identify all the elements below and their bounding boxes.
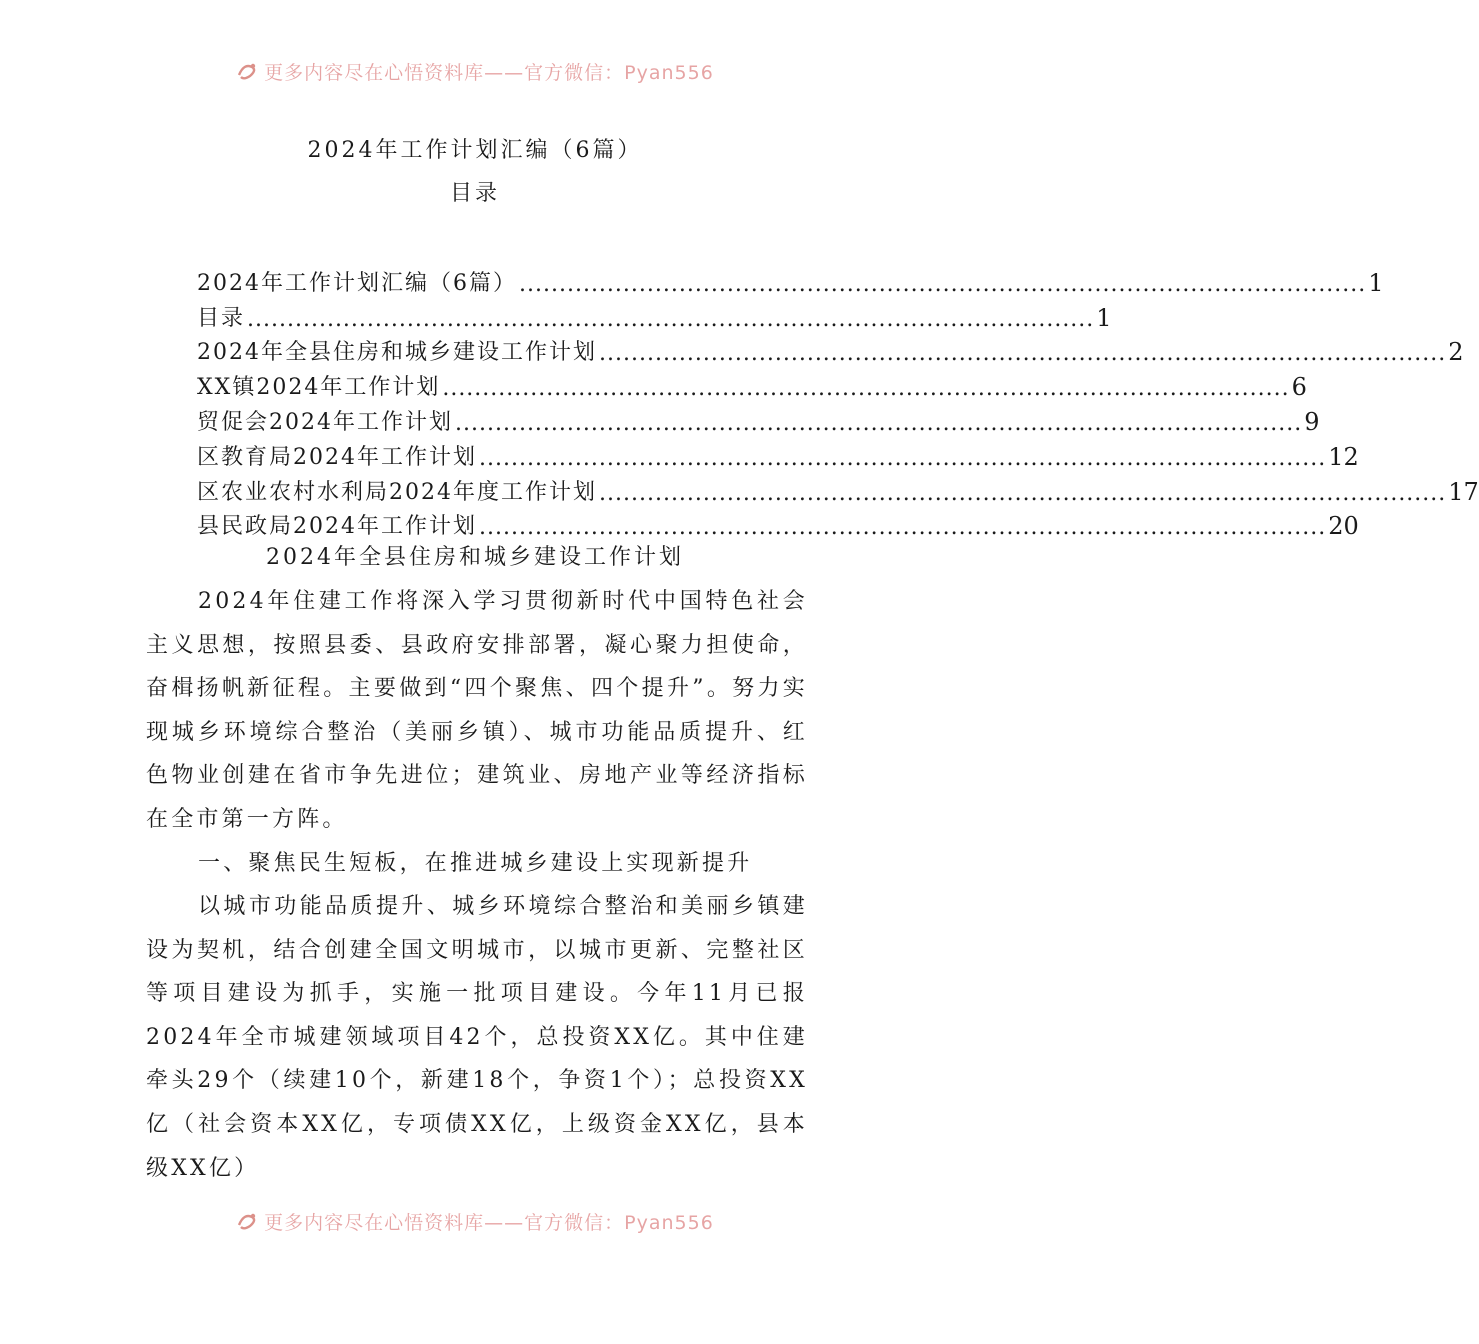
toc-leader: .......................................................................................................... [455,410,1303,436]
toc-entry[interactable] [197,332,1464,367]
toc-entry-page: 1 [1368,268,1384,297]
toc-entry-label: 2024年工作计划汇编（6篇） [197,270,517,296]
toc-leader: .......................................................................................................... [247,306,1095,332]
toc-entry[interactable] [197,436,1359,471]
toc-leader: .......................................................................................................... [442,376,1290,402]
logo-icon [236,1211,260,1236]
toc-entry[interactable] [197,506,1359,541]
toc-leader: .......................................................................................................... [479,515,1327,541]
toc-leader: .......................................................................................................... [599,480,1447,506]
toc-entry-label: 区教育局2024年工作计划 [197,444,477,470]
watermark-bottom [0,1208,950,1236]
watermark-text: 更多内容尽在心悟资料库——官方微信：Pyan556 [264,1212,714,1234]
toc-entry-page: 6 [1291,373,1307,402]
watermark-top [0,58,950,86]
toc-entry[interactable] [197,262,1384,297]
section-title: 2024年全县住房和城乡建设工作计划 [266,545,684,570]
toc-entry-label: 贸促会2024年工作计划 [197,409,453,435]
section-heading: 一、聚焦民生短板，在推进城乡建设上实现新提升 [198,851,753,876]
toc-entry-label: 区农业农村水利局2024年度工作计划 [197,479,597,505]
toc-entry-label: 县民政局2024年工作计划 [197,514,477,540]
logo-icon [236,61,260,86]
toc-entry-page: 2 [1448,338,1464,367]
body-paragraph: 以城市功能品质提升、城乡环境综合整治和美丽乡镇建设为契机，结合创建全国文明城市，以城市更新、完整社区等项目建设为抓手，实施一批项目建设。今年11月已报2024年全市城建领域项目42个，总投资XX亿。其中住建牵头29个（续建10个，新建18个，争资1个）；总投资XX亿（社会资本XX亿，专项债XX亿，上级资金XX亿，县本级XX亿） [146,894,808,1181]
toc-entry-page: 9 [1304,407,1320,436]
toc-leader: .......................................................................................................... [599,341,1447,367]
table-of-contents [197,262,1479,541]
document-title: 2024年工作计划汇编（6篇） [307,138,643,163]
toc-entry-label: 目录 [197,305,246,331]
toc-entry-page: 17 [1448,477,1479,506]
toc-entry[interactable] [197,401,1320,436]
toc-entry[interactable] [197,366,1307,402]
toc-entry-page: 12 [1328,442,1359,471]
toc-leader: .......................................................................................................... [479,445,1327,471]
toc-heading: 目录 [449,181,500,206]
toc-entry-page: 1 [1096,303,1112,332]
toc-leader: .......................................................................................................... [519,271,1367,297]
intro-paragraph: 2024年住建工作将深入学习贯彻新时代中国特色社会主义思想，按照县委、县政府安排部署，凝心聚力担使命，奋楫扬帆新征程。主要做到“四个聚焦、四个提升”。努力实现城乡环境综合整治（美丽乡镇）、城市功能品质提升、红色物业创建在省市争先进位；建筑业、房地产业等经济指标在全市第一方阵。 [146,589,808,832]
watermark-text: 更多内容尽在心悟资料库——官方微信：Pyan556 [264,62,714,84]
toc-entry[interactable] [197,297,1112,332]
toc-entry-page: 20 [1328,512,1359,541]
toc-entry-label: 2024年全县住房和城乡建设工作计划 [197,340,597,366]
toc-entry-label: XX镇2024年工作计划 [197,375,441,401]
toc-entry[interactable] [197,471,1479,506]
